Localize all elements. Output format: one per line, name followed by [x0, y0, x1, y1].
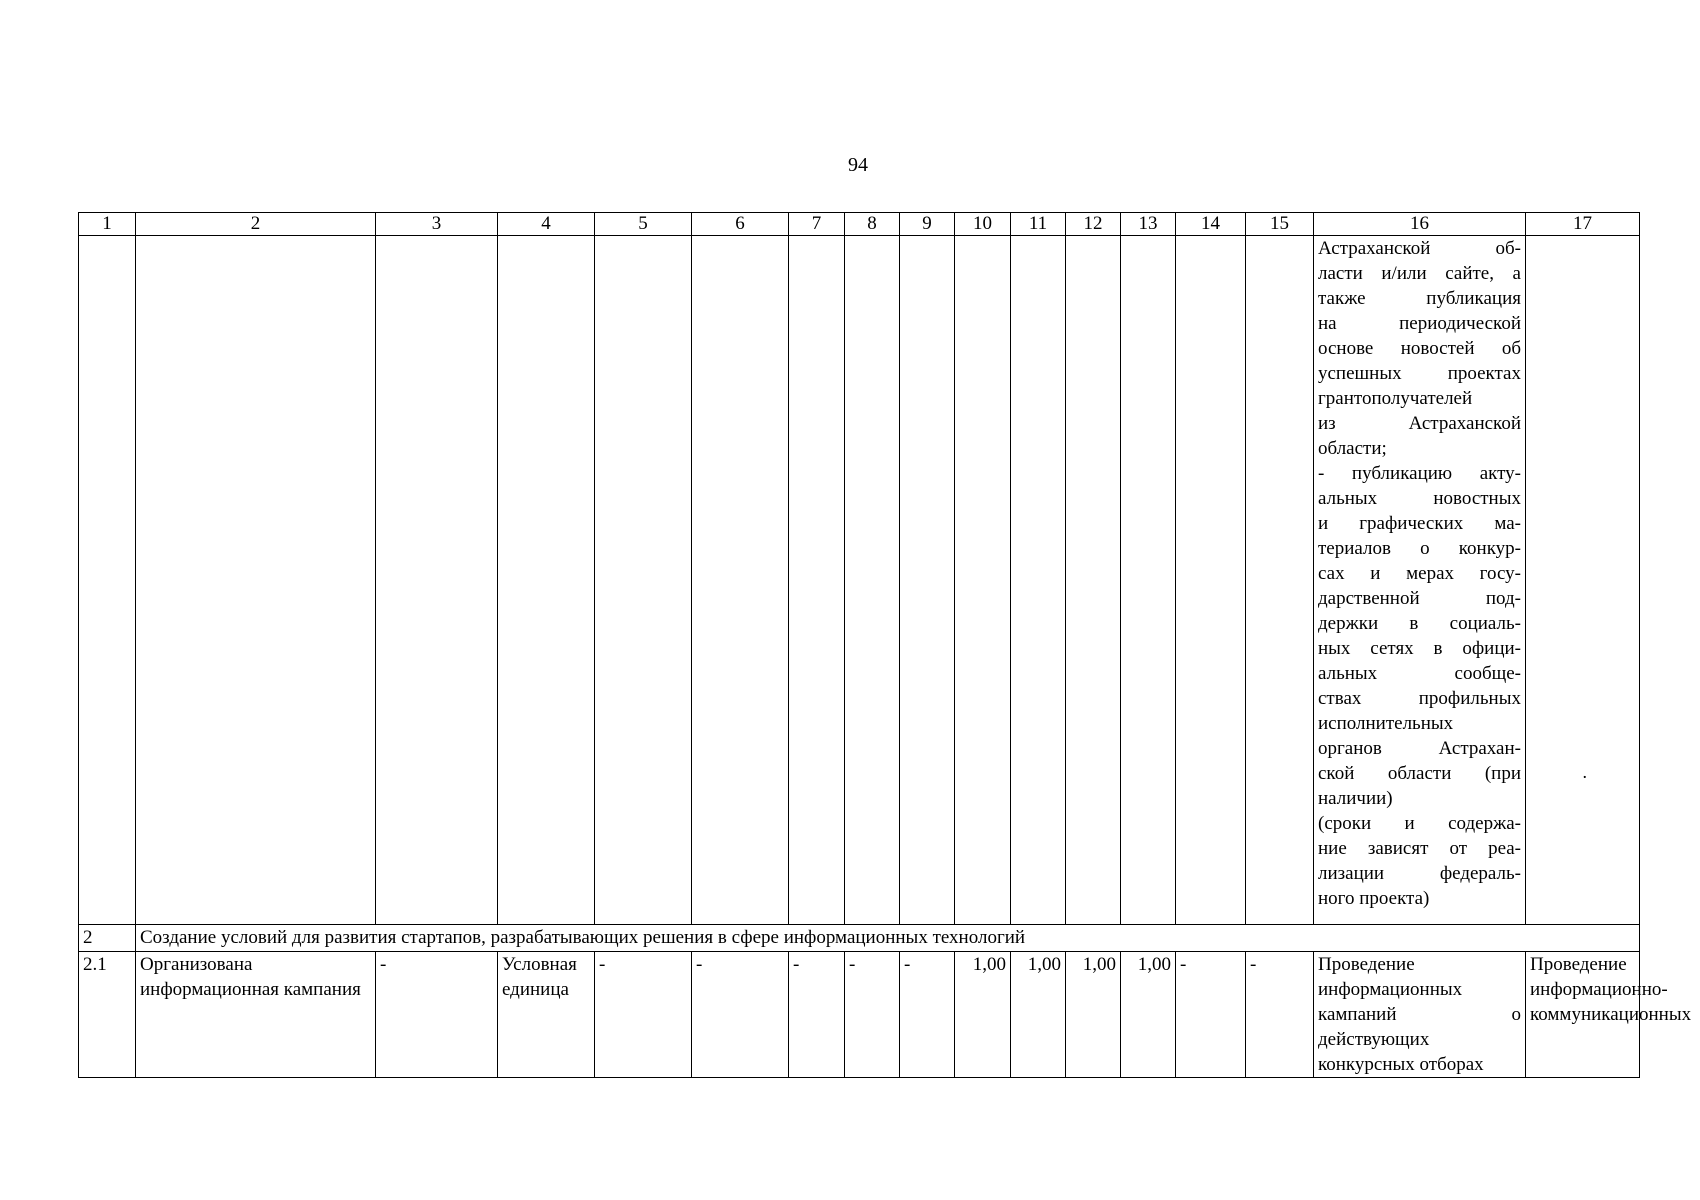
- continuation-description-text: [1318, 236, 1521, 911]
- document-table: [78, 212, 1692, 1078]
- text-line: основе новостей об: [1318, 338, 1521, 359]
- table-cell: -: [692, 952, 789, 1078]
- table-cell: [1246, 236, 1314, 925]
- text-line: альных сообще-: [1318, 663, 1521, 684]
- table-row: [79, 952, 1640, 1078]
- value-cell: 1,00: [1121, 952, 1176, 1078]
- text-line: и графических ма-: [1318, 513, 1521, 534]
- table-cell: -: [595, 952, 692, 1078]
- text-line: успешных проектах: [1318, 363, 1521, 384]
- text-line: также публикация: [1318, 288, 1521, 309]
- header-cell: 11: [1011, 213, 1066, 236]
- table-cell: [845, 236, 900, 925]
- text-line: сах и мерах госу-: [1318, 563, 1521, 584]
- header-cell: 8: [845, 213, 900, 236]
- text-line: - публикацию акту-: [1318, 463, 1521, 484]
- section-title: Создание условий для развития стартапов, разрабатывающих решения в сфере информационных технологий: [136, 925, 1640, 952]
- table-cell: [79, 236, 136, 925]
- table-cell: -: [1246, 952, 1314, 1078]
- table-cell: [900, 236, 955, 925]
- header-cell: 3: [376, 213, 498, 236]
- continuation-description-cell: [1314, 236, 1526, 925]
- table-cell: -: [900, 952, 955, 1078]
- activity-characteristic: Проведение информационно-коммуникационных: [1526, 952, 1640, 1078]
- unit-cell: Условная единица: [498, 952, 595, 1078]
- section-number: 2: [79, 925, 136, 952]
- header-cell: 13: [1121, 213, 1176, 236]
- header-cell: 15: [1246, 213, 1314, 236]
- table-cell: [692, 236, 789, 925]
- text-line: Астраханской об-: [1318, 238, 1521, 259]
- result-name: Организована информационная кампания: [136, 952, 376, 1078]
- table-cell: [1121, 236, 1176, 925]
- activity-description: Проведение информационных кампаний о действующих конкурсных отборах: [1314, 952, 1526, 1078]
- table-cell: -: [1176, 952, 1246, 1078]
- header-cell: 9: [900, 213, 955, 236]
- table-cell: [1011, 236, 1066, 925]
- text-line: на периодической: [1318, 313, 1521, 334]
- text-line: ской области (при: [1318, 763, 1521, 784]
- text-line: ние зависят от реа-: [1318, 838, 1521, 859]
- row-number: 2.1: [79, 952, 136, 1078]
- text-line: держки в социаль-: [1318, 613, 1521, 634]
- table-cell: [1176, 236, 1246, 925]
- text-line: ных сетях в офици-: [1318, 638, 1521, 659]
- text-line: грантополучателей: [1318, 388, 1473, 409]
- table-cell: [1526, 236, 1640, 925]
- header-cell: 5: [595, 213, 692, 236]
- text-line: наличии): [1318, 788, 1393, 809]
- header-cell: 6: [692, 213, 789, 236]
- table-cell: -: [845, 952, 900, 1078]
- value-cell: 1,00: [955, 952, 1011, 1078]
- table-cell: [498, 236, 595, 925]
- text-line: дарственной под-: [1318, 588, 1521, 609]
- text-line: из Астраханской: [1318, 413, 1521, 434]
- text-line: териалов о конкур-: [1318, 538, 1521, 559]
- table-cell: [595, 236, 692, 925]
- section-row: [79, 925, 1640, 952]
- header-cell: 7: [789, 213, 845, 236]
- continuation-row: [79, 236, 1640, 925]
- header-cell: 16: [1314, 213, 1526, 236]
- header-cell: 1: [79, 213, 136, 236]
- table-cell: -: [789, 952, 845, 1078]
- text-line: лизации федераль-: [1318, 863, 1521, 884]
- table-cell: [376, 236, 498, 925]
- table-cell: [1066, 236, 1121, 925]
- value-cell: 1,00: [1066, 952, 1121, 1078]
- header-cell: 4: [498, 213, 595, 236]
- text-line: органов Астрахан-: [1318, 738, 1521, 759]
- header-cell: 14: [1176, 213, 1246, 236]
- text-line: исполнительных: [1318, 713, 1454, 734]
- header-cell: 10: [955, 213, 1011, 236]
- table-cell: [136, 236, 376, 925]
- table-cell: -: [376, 952, 498, 1078]
- text-line: ного проекта): [1318, 888, 1430, 909]
- table-cell: [955, 236, 1011, 925]
- page-number: 94: [848, 154, 868, 176]
- text-line: области;: [1318, 438, 1387, 459]
- header-cell: 12: [1066, 213, 1121, 236]
- header-row: [79, 213, 1640, 236]
- header-cell: 17: [1526, 213, 1640, 236]
- header-cell: 2: [136, 213, 376, 236]
- text-line: ствах профильных: [1318, 688, 1521, 709]
- text-line: ласти и/или сайте, а: [1318, 263, 1521, 284]
- value-cell: 1,00: [1011, 952, 1066, 1078]
- text-line: альных новостных: [1318, 488, 1521, 509]
- stray-mark: .: [1582, 762, 1587, 782]
- table-cell: [789, 236, 845, 925]
- text-line: (сроки и содержа-: [1318, 813, 1521, 834]
